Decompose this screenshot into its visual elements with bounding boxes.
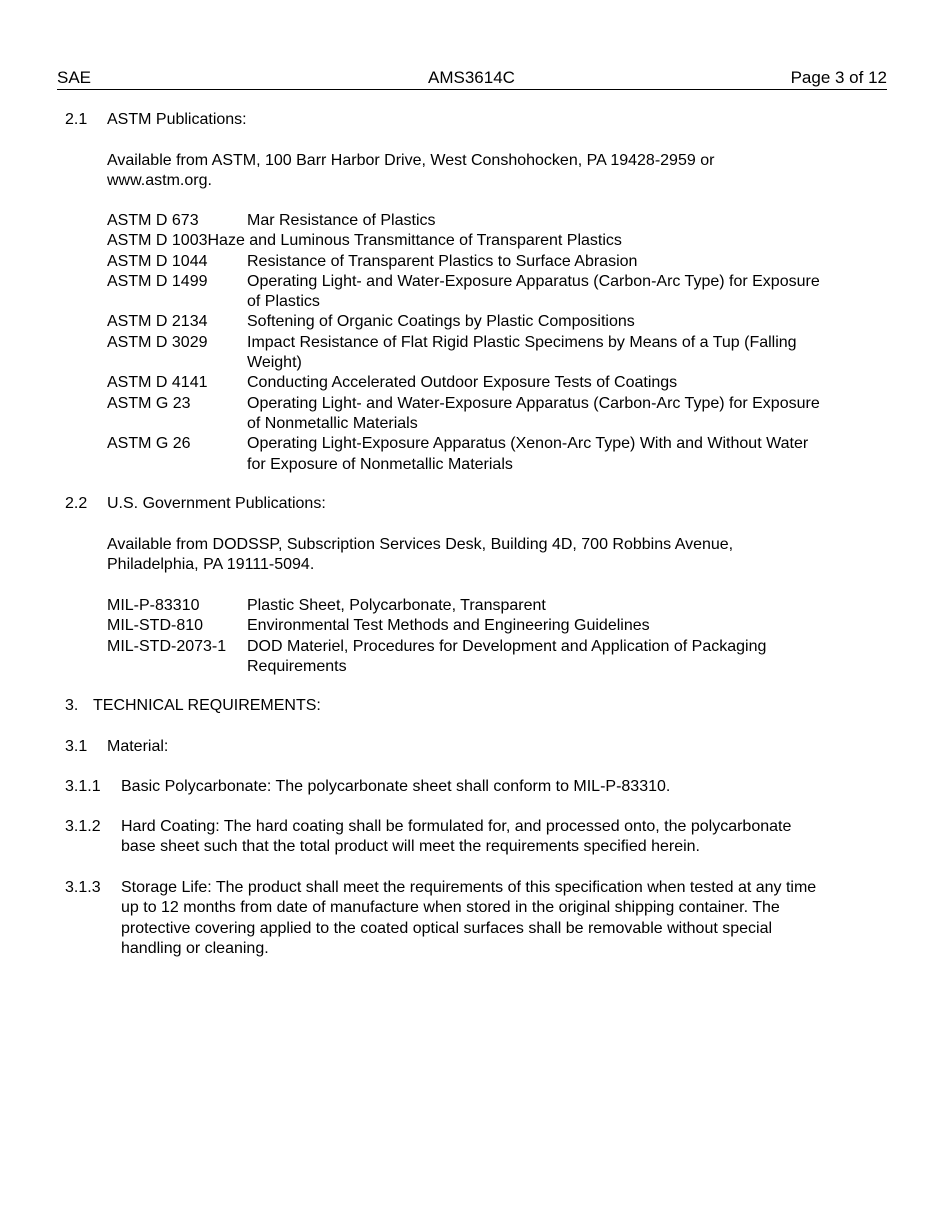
paragraph-line: Basic Polycarbonate: The polycarbonate sheet shall conform to MIL-P-83310.: [121, 778, 671, 795]
reference-code: MIL-STD-810: [107, 617, 204, 635]
reference-code: ASTM D 1003: [107, 232, 208, 250]
reference-title-line: Operating Light- and Water-Exposure Apparatus (Carbon-Arc Type) for Exposure: [247, 394, 820, 412]
reference-title: [247, 333, 867, 374]
page-header: [57, 68, 887, 90]
section-3-1-1-text: [121, 777, 861, 797]
header-org: SAE: [57, 68, 92, 87]
section-3-number: 3.: [65, 697, 79, 714]
reference-item: [107, 434, 867, 475]
section-2-1-availability: [107, 151, 827, 192]
reference-title-line: Weight): [247, 354, 302, 372]
paragraph-line: Storage Life: The product shall meet the requirements of this specification when tested at any time: [121, 879, 817, 896]
section-3-1-title: Material:: [107, 738, 169, 755]
reference-title: Resistance of Transparent Plastics to Surface Abrasion: [247, 252, 638, 270]
reference-title: Plastic Sheet, Polycarbonate, Transparent: [247, 597, 546, 614]
reference-code: ASTM D 673: [107, 212, 199, 229]
section-3-title: TECHNICAL REQUIREMENTS:: [93, 697, 321, 714]
reference-item: [107, 596, 867, 616]
paragraph-line: up to 12 months from date of manufacture when stored in the original shipping container. The: [121, 899, 780, 917]
reference-item: [107, 211, 867, 231]
section-2-2-availability: [107, 535, 827, 576]
reference-code: ASTM G 23: [107, 394, 191, 412]
section-2-2-number: 2.2: [65, 495, 88, 512]
header-page-number: Page 3 of 12: [790, 68, 887, 87]
reference-code: ASTM G 26: [107, 435, 191, 453]
section-3-1-2-number: 3.1.2: [65, 818, 101, 835]
section-3-1-1-number: 3.1.1: [65, 778, 101, 795]
reference-item: [107, 252, 867, 272]
reference-title-line: Requirements: [247, 657, 347, 675]
paragraph-line: base sheet such that the total product will meet the requirements specified herein.: [121, 838, 700, 856]
government-reference-list: [107, 596, 867, 677]
reference-title-line: of Nonmetallic Materials: [247, 414, 418, 432]
reference-title: Environmental Test Methods and Engineering Guidelines: [247, 617, 650, 635]
section-2-1-title: ASTM Publications:: [107, 111, 247, 128]
reference-item: [107, 616, 867, 636]
reference-title: Softening of Organic Coatings by Plastic Compositions: [247, 313, 635, 331]
reference-title: Conducting Accelerated Outdoor Exposure Tests of Coatings: [247, 374, 678, 392]
section-3-1-3-text: [121, 878, 861, 959]
reference-title-line: Operating Light-Exposure Apparatus (Xenon-Arc Type) With and Without Water: [247, 435, 809, 453]
reference-item: [107, 394, 867, 435]
reference-title: [247, 637, 867, 678]
reference-item: [107, 373, 867, 393]
reference-title-line: DOD Materiel, Procedures for Development and Application of Packaging: [247, 637, 767, 655]
astm-reference-list: [107, 211, 867, 475]
reference-item: [107, 333, 867, 374]
reference-item: [107, 231, 867, 251]
reference-code: ASTM D 3029: [107, 333, 208, 351]
reference-title-line: Operating Light- and Water-Exposure Apparatus (Carbon-Arc Type) for Exposure: [247, 272, 820, 290]
availability-line: Available from DODSSP, Subscription Services Desk, Building 4D, 700 Robbins Avenue,: [107, 536, 734, 553]
reference-code: MIL-STD-2073-1: [107, 637, 227, 655]
reference-title: [247, 272, 867, 313]
paragraph-line: protective covering applied to the coated optical surfaces shall be removable without special: [121, 919, 773, 937]
section-3-1-3-number: 3.1.3: [65, 879, 101, 896]
availability-line: Available from ASTM, 100 Barr Harbor Drive, West Conshohocken, PA 19428-2959 or: [107, 152, 715, 169]
reference-title-line: of Plastics: [247, 293, 320, 311]
reference-title-line: Impact Resistance of Flat Rigid Plastic Specimens by Means of a Tup (Falling: [247, 333, 797, 351]
section-2-1-number: 2.1: [65, 111, 88, 128]
paragraph-line: Hard Coating: The hard coating shall be formulated for, and processed onto, the polycarbonate: [121, 818, 792, 835]
reference-title: [247, 434, 867, 475]
reference-code: ASTM D 2134: [107, 313, 208, 331]
reference-code: ASTM D 1499: [107, 272, 208, 290]
reference-code: MIL-P-83310: [107, 597, 200, 614]
paragraph-line: handling or cleaning.: [121, 939, 269, 957]
reference-code: ASTM D 1044: [107, 252, 208, 270]
reference-item: [107, 312, 867, 332]
reference-title-line: for Exposure of Nonmetallic Materials: [247, 455, 513, 473]
reference-title: Haze and Luminous Transmittance of Transparent Plastics: [207, 232, 622, 250]
section-3-1-2-text: [121, 817, 861, 858]
section-2-2-title: U.S. Government Publications:: [107, 495, 326, 512]
availability-line: Philadelphia, PA 19111-5094.: [107, 556, 315, 574]
reference-title: Mar Resistance of Plastics: [247, 212, 436, 229]
availability-line: www.astm.org.: [107, 172, 212, 190]
header-doc-number: AMS3614C: [428, 68, 515, 87]
reference-code: ASTM D 4141: [107, 374, 208, 392]
reference-item: [107, 637, 867, 678]
section-3-1-number: 3.1: [65, 738, 88, 755]
reference-item: [107, 272, 867, 313]
reference-title: [247, 394, 867, 435]
